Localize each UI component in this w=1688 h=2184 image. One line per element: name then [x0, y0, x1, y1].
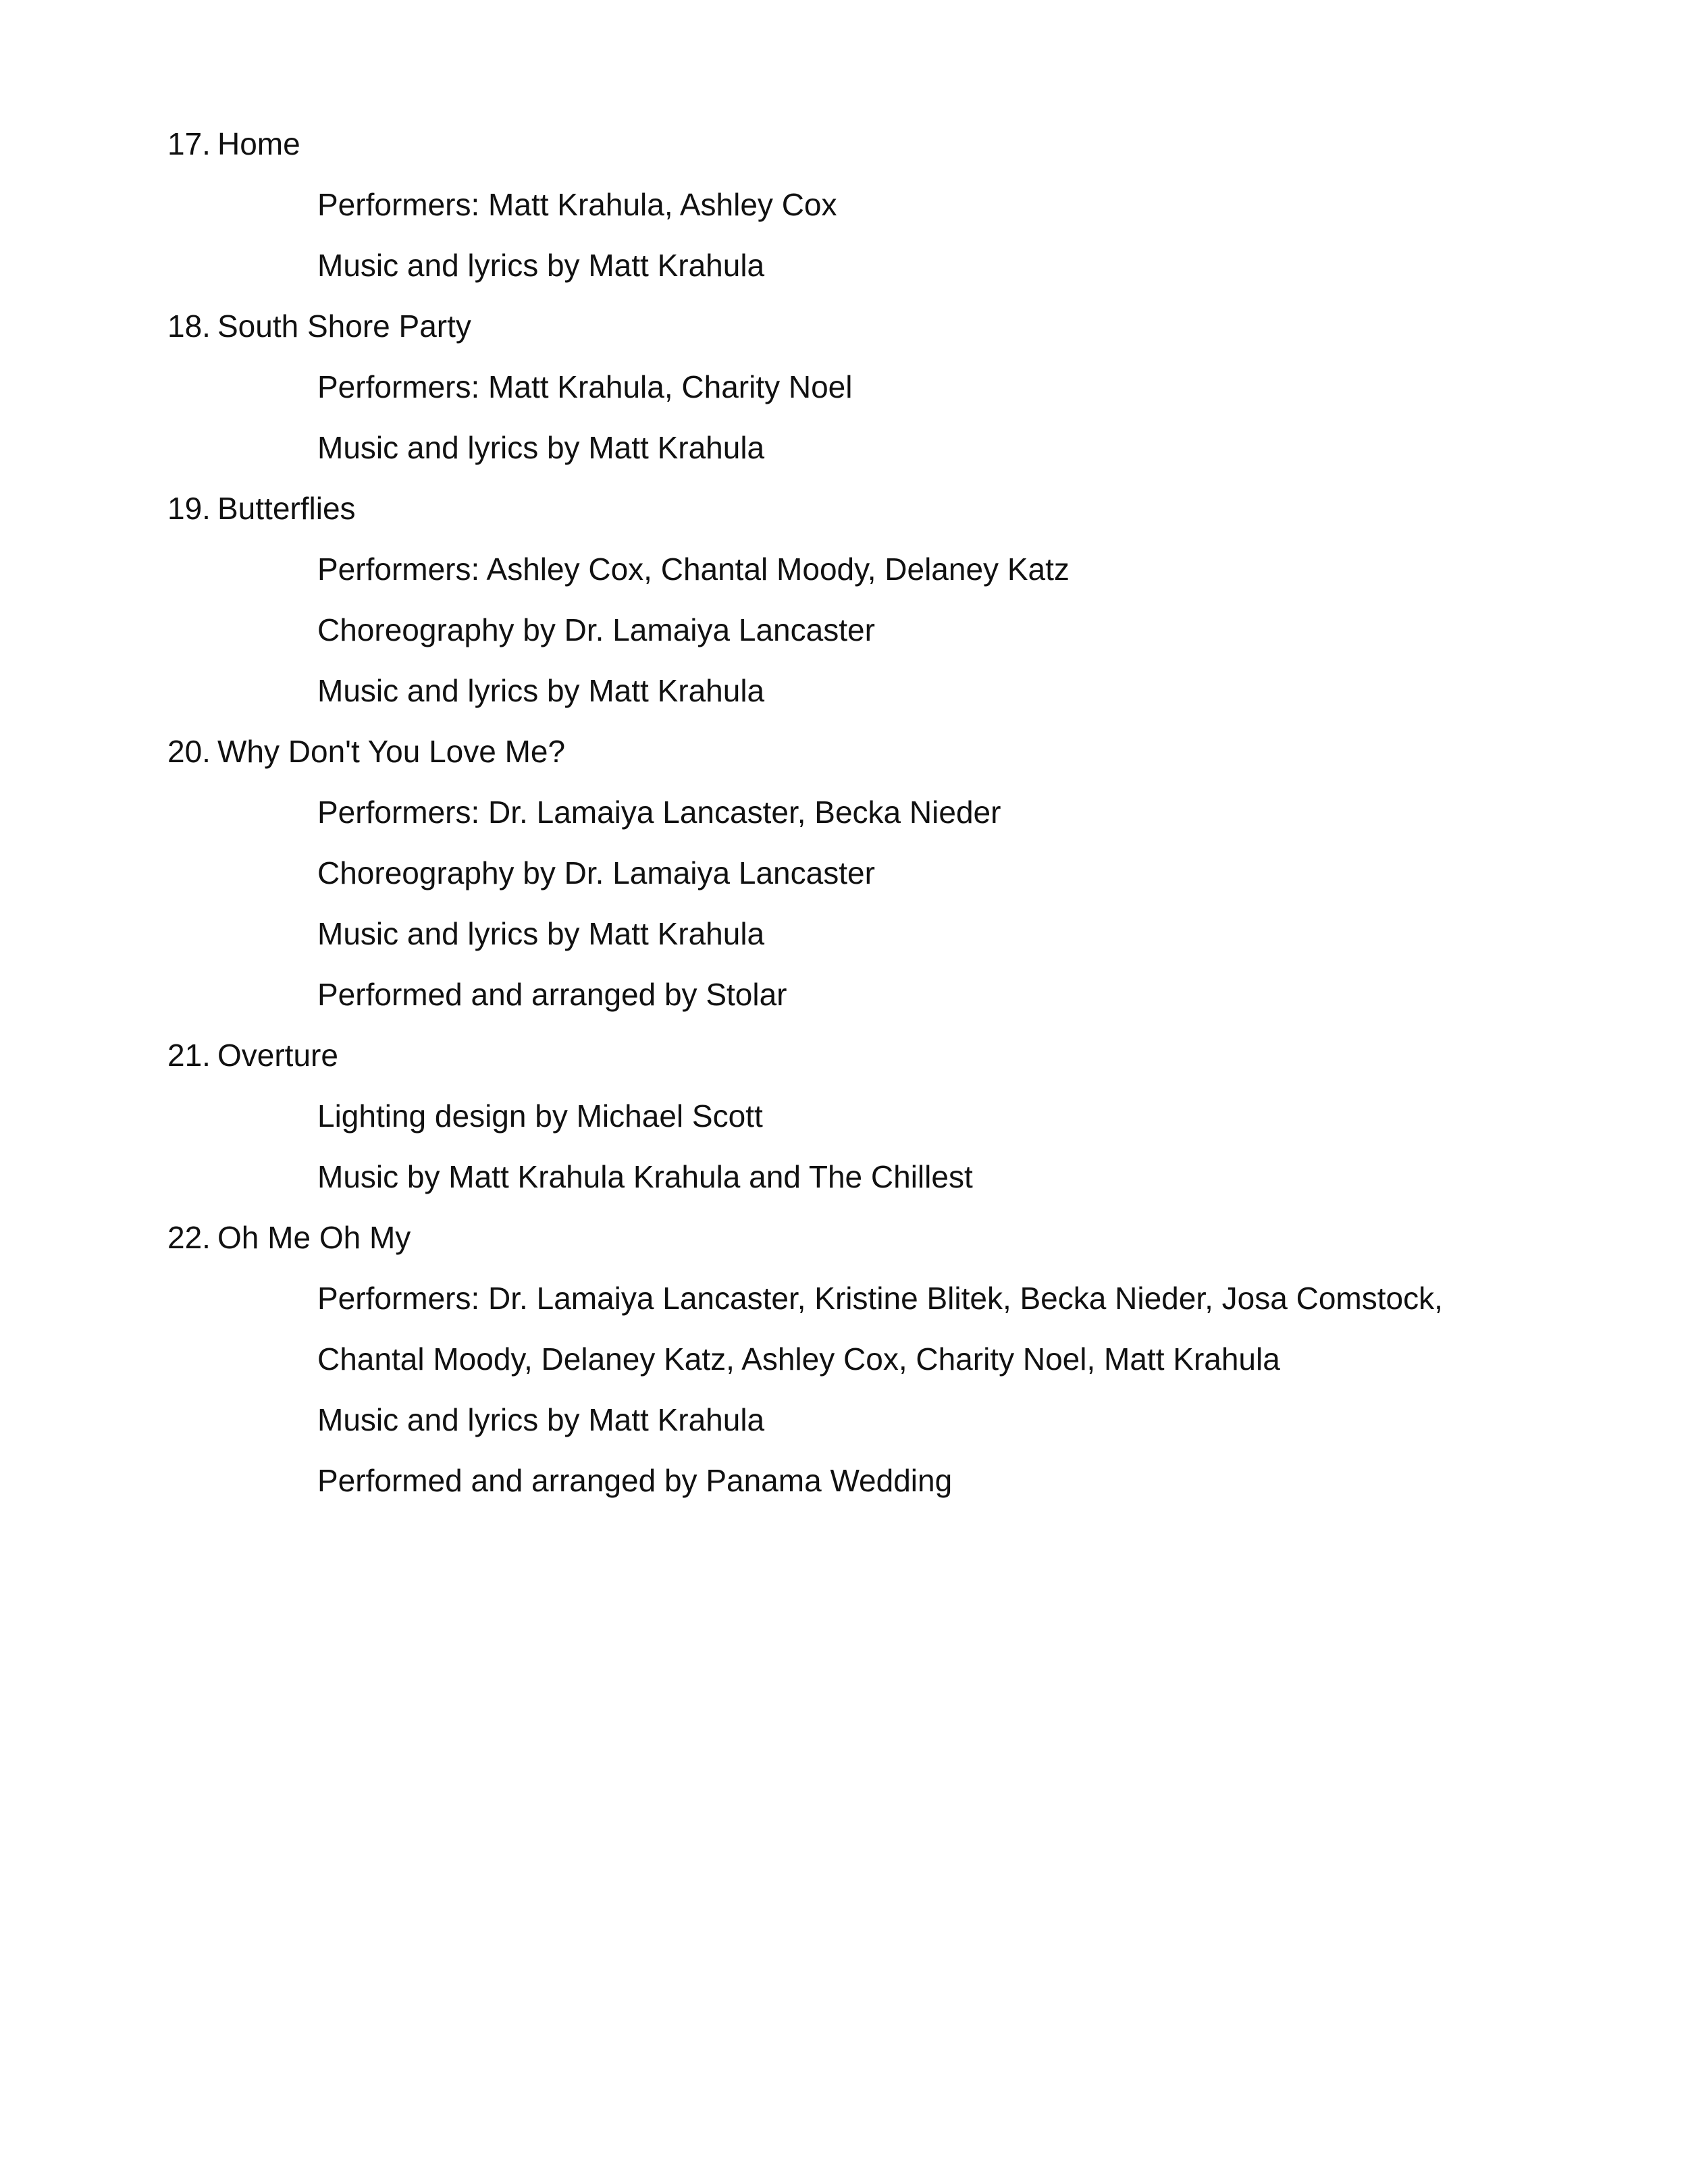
song-title: Why Don't You Love Me? [217, 734, 566, 769]
song-credit-line: Performers: Dr. Lamaiya Lancaster, Kristine Blitek, Becka Nieder, Josa Comstock, [317, 1281, 1443, 1316]
song-title-line [167, 721, 1552, 782]
song-credit-line: Music and lyrics by Matt Krahula [317, 248, 765, 283]
song-credit-line: Chantal Moody, Delaney Katz, Ashley Cox, Charity Noel, Matt Krahula [317, 1341, 1280, 1377]
song-title: Overture [217, 1038, 338, 1073]
song-credit-line: Lighting design by Michael Scott [317, 1098, 763, 1134]
song-title-line [167, 1025, 1552, 1086]
song-credit-line: Performers: Matt Krahula, Charity Noel [317, 369, 853, 404]
song-credit-line: Music by Matt Krahula Krahula and The Chillest [317, 1159, 973, 1194]
song-credit-line: Performers: Matt Krahula, Ashley Cox [317, 187, 837, 222]
song-credit-line: Music and lyrics by Matt Krahula [317, 1402, 765, 1437]
song-title-line [167, 1207, 1552, 1268]
song-title-line [167, 478, 1552, 539]
song-number: 22. [167, 1220, 211, 1255]
song-credit-line: Music and lyrics by Matt Krahula [317, 673, 765, 708]
song-credit-line: Choreography by Dr. Lamaiya Lancaster [317, 855, 875, 890]
song-title-line [167, 296, 1552, 356]
song-title: Oh Me Oh My [217, 1220, 411, 1255]
song-title: Butterflies [217, 491, 356, 526]
song-list [167, 113, 1552, 1511]
song-title: South Shore Party [217, 309, 471, 344]
song-credit-line: Performers: Ashley Cox, Chantal Moody, Delaney Katz [317, 552, 1070, 587]
song-credit-line: Choreography by Dr. Lamaiya Lancaster [317, 612, 875, 647]
song-number: 19. [167, 491, 211, 526]
song-title-line [167, 113, 1552, 174]
song-credit-line: Music and lyrics by Matt Krahula [317, 916, 765, 951]
song-number: 18. [167, 309, 211, 344]
song-credit-line: Performed and arranged by Panama Wedding [317, 1463, 953, 1498]
song-credit-line: Performers: Dr. Lamaiya Lancaster, Becka Nieder [317, 795, 1001, 830]
song-credit-line: Music and lyrics by Matt Krahula [317, 430, 765, 465]
song-number: 17. [167, 126, 211, 161]
song-title: Home [217, 126, 300, 161]
song-number: 21. [167, 1038, 211, 1073]
song-credit-line: Performed and arranged by Stolar [317, 977, 787, 1012]
song-number: 20. [167, 734, 211, 769]
